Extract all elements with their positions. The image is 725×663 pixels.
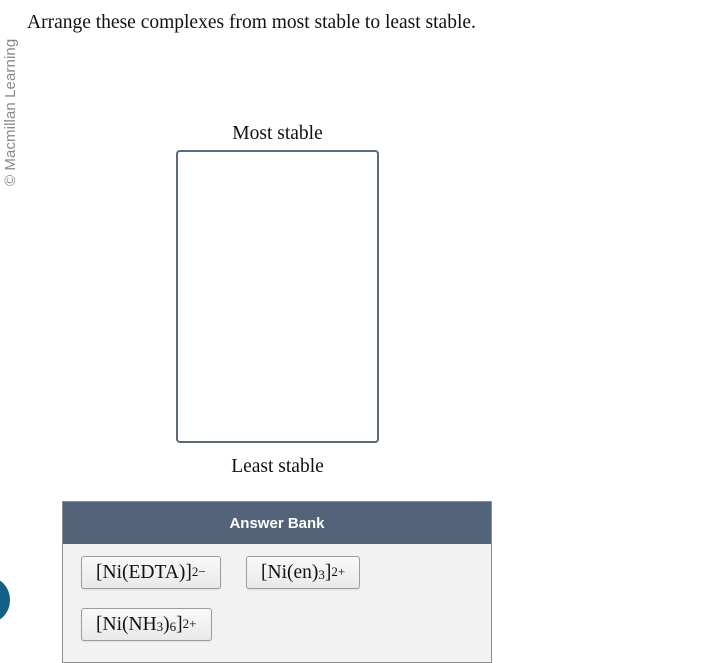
side-panel-toggle[interactable]: [0, 578, 10, 622]
answer-bank-title: Answer Bank: [63, 502, 491, 544]
question-prompt: Arrange these complexes from most stable to least stable.: [27, 12, 476, 33]
answer-chip-ni-edta[interactable]: [Ni(EDTA)] $^{2-}$: [81, 556, 221, 589]
ranking-dropzone[interactable]: [176, 150, 379, 443]
chip-formula: [Ni(EDTA)]: [96, 561, 192, 583]
chip-formula-end: ]: [324, 561, 332, 583]
copyright-watermark: © Macmillan Learning: [2, 38, 19, 186]
answer-bank: [62, 501, 492, 663]
chip-formula: [Ni(en): [261, 561, 319, 583]
chip-formula-mid: ): [163, 613, 170, 635]
chip-formula: [Ni(NH: [96, 613, 157, 635]
most-stable-label: Most stable: [232, 123, 323, 144]
least-stable-label: Least stable: [231, 456, 324, 477]
chip-formula-end: ]: [176, 613, 183, 635]
answer-chip-ni-nh3-6[interactable]: [Ni(NH $_3$ ) $_6$ ] $^{2+}$: [81, 608, 212, 641]
answer-chip-ni-en3[interactable]: [Ni(en) $_3$ ] $^{2+}$: [246, 556, 360, 589]
